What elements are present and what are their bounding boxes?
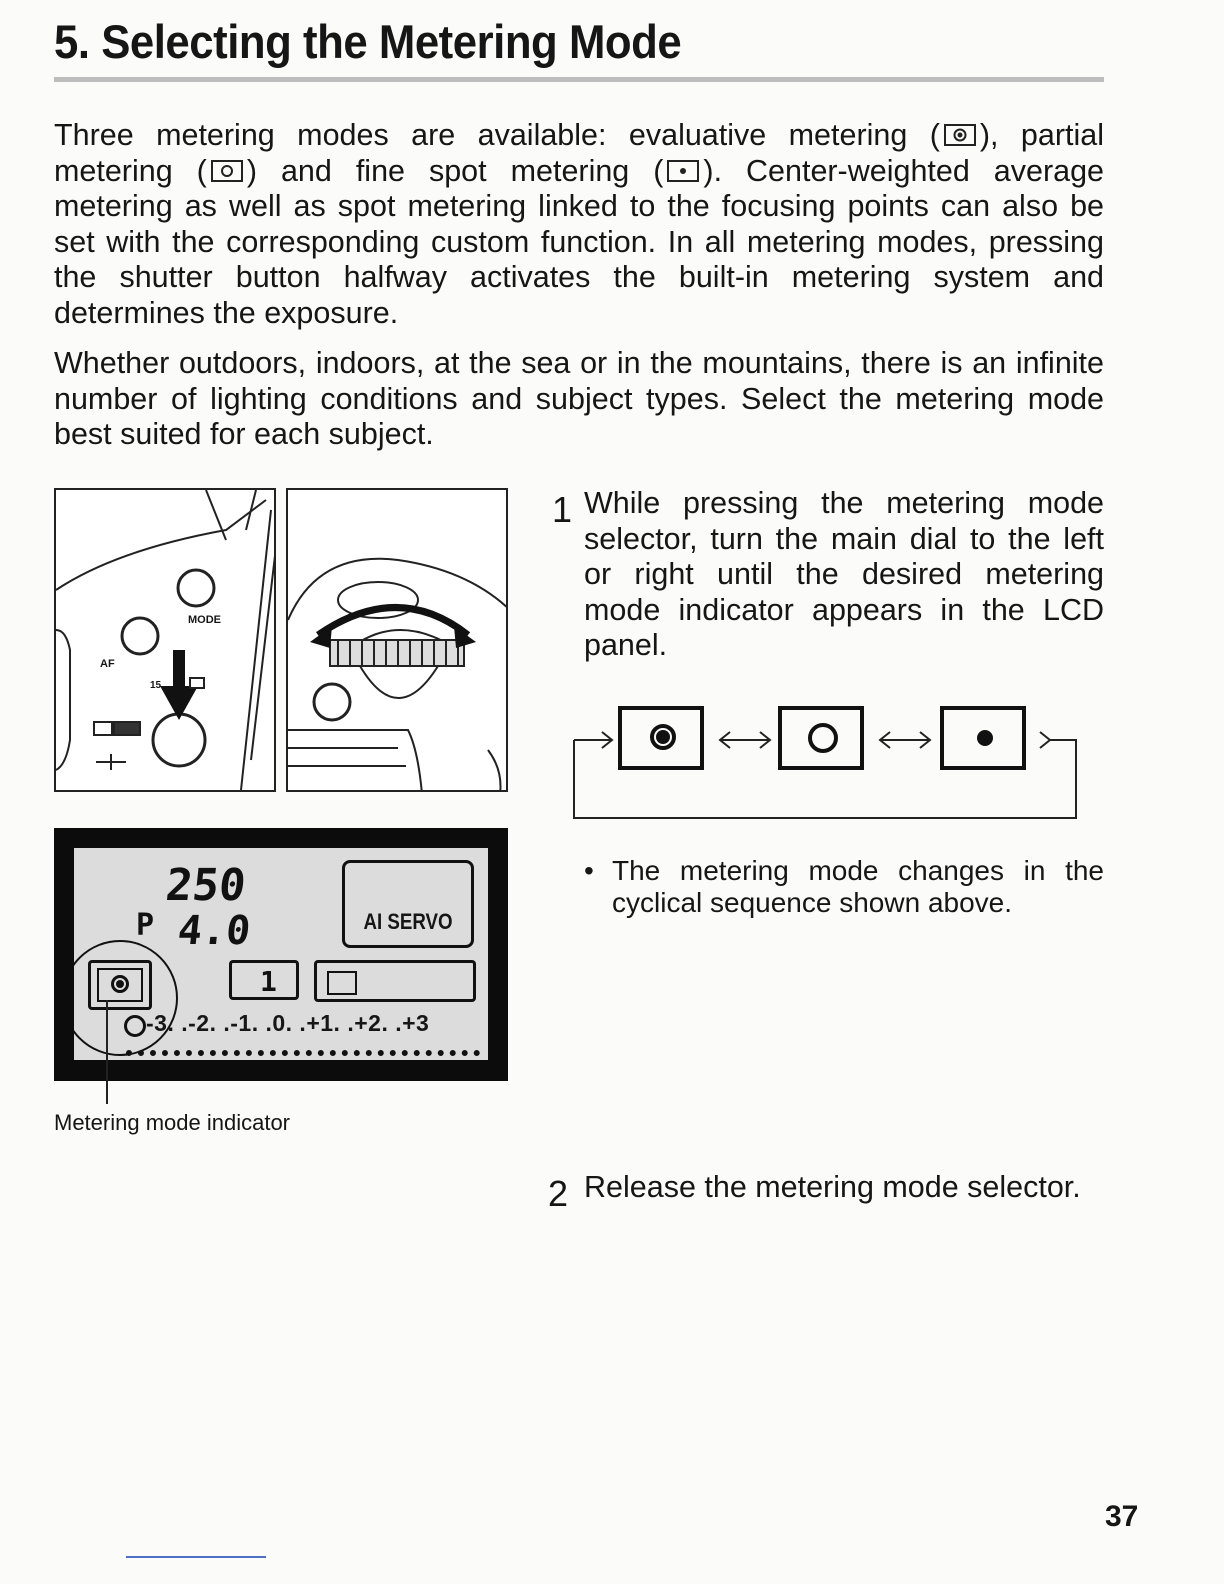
page-number: 37 bbox=[1105, 1500, 1139, 1533]
indicator-leader-line bbox=[106, 1000, 108, 1104]
step-1-text: While pressing the metering mode selector, turn the main dial to the left or right until the desired metering mode indicator appears in the LCD panel. bbox=[584, 486, 1104, 662]
lcd-shutter-speed: 250 bbox=[163, 860, 249, 911]
step-2-number: 2 bbox=[548, 1173, 569, 1214]
main-dial-illustration bbox=[286, 488, 508, 792]
spot-metering-icon bbox=[667, 160, 699, 182]
cycle-evaluative-metering-icon bbox=[618, 706, 704, 770]
cycle-note bbox=[584, 855, 1104, 919]
step-1-number: 1 bbox=[552, 489, 573, 530]
page-title: 5. Selecting the Metering Mode bbox=[54, 15, 682, 68]
lcd-aperture: 4.0 bbox=[175, 908, 253, 954]
exposure-scale-dots bbox=[126, 1044, 480, 1056]
bottom-link-line bbox=[126, 1556, 266, 1558]
frame-counter: 1 bbox=[260, 965, 277, 998]
figure-caption: Metering mode indicator bbox=[54, 1110, 291, 1135]
partial-metering-icon bbox=[211, 160, 243, 182]
lcd-panel bbox=[54, 828, 508, 1081]
metering-cycle-diagram bbox=[570, 700, 1080, 822]
single-frame-icon bbox=[327, 971, 357, 995]
exposure-compensation-icon bbox=[124, 1015, 146, 1037]
camera-buttons-illustration bbox=[54, 488, 276, 792]
mode-button-label: MODE bbox=[188, 614, 221, 626]
button-number-label: 15 bbox=[150, 680, 162, 691]
ai-servo-label: AI SERVO bbox=[363, 909, 453, 934]
lcd-display bbox=[74, 848, 488, 1060]
step-2-text: Release the metering mode selector. bbox=[584, 1170, 1081, 1204]
lcd-program-mode: P bbox=[136, 908, 155, 943]
ai-servo-box bbox=[342, 860, 474, 948]
lcd-evaluative-metering-icon bbox=[88, 960, 152, 1010]
intro-paragraph-2: Whether outdoors, indoors, at the sea or in the mountains, there is an infinite number of lighting conditions and subject types. Select the metering mode best suited for each subject. bbox=[54, 346, 1104, 451]
title-rule bbox=[54, 77, 1104, 82]
frame-counter-box bbox=[229, 960, 299, 1000]
cycle-spot-metering-icon bbox=[940, 706, 1026, 770]
cycle-note-text: The metering mode changes in the cyclical sequence shown above. bbox=[612, 855, 1104, 918]
af-button-label: AF bbox=[100, 658, 115, 670]
exposure-level-scale: -3. .-2. .-1. .0. .+1. .+2. .+3 bbox=[146, 1010, 430, 1036]
intro-paragraph-1: Three metering modes are available: evaluative metering ( ), partial metering ( ) and fine spot metering ( ). Center-weighted average metering as well as spot metering linked to the focusing points can also be set with the corresponding custom function. In all metering modes, pressing the shutter button halfway activates the built-in metering system and determines the exposure. bbox=[54, 118, 1105, 330]
bullet-dot: • bbox=[584, 855, 594, 886]
drive-mode-box bbox=[314, 960, 476, 1002]
evaluative-metering-icon bbox=[944, 124, 976, 146]
cycle-partial-metering-icon bbox=[778, 706, 864, 770]
